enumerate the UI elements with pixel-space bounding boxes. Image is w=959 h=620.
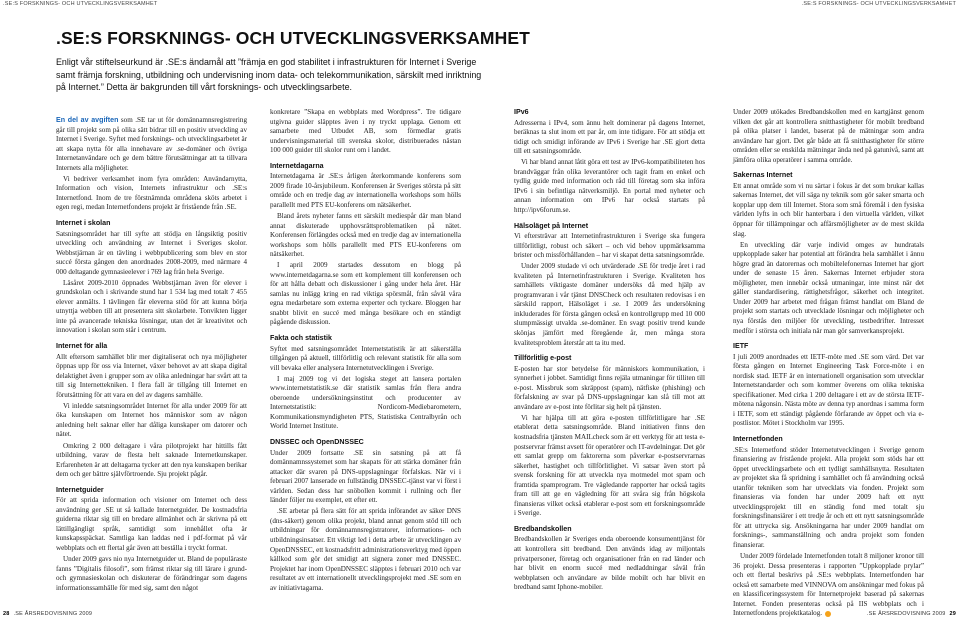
col3-h4: Bredbandskollen — [514, 524, 572, 533]
col2-p6: I maj 2009 tog vi det logiska steget att lansera portalen www.internetstatistik.se där statistik samlas från flera andra oberoende undersökningsinstitut och producenter av Internetstatistik: Nordicom-Mediebarometern, Kommunikationsmyndigheten PTS, Statistiska Centralbyrån och World Internet Institute. — [270, 374, 461, 431]
col1-h4: Internetguider — [56, 485, 104, 494]
col3-h3: Tillförlitlig e-post — [514, 354, 572, 363]
col2-h3: DNSSEC och OpenDNSSEC — [270, 438, 364, 446]
col3-p7: Bredbandskollen är Sveriges enda oberoende konsumenttjänst för att kontrollera sitt bredband. Den används idag av miljontals privatpersoner, företag och organisationer från en rad länder och har blivit en enorm succé med nedladdningar såväl från webbplatsen och användare av bilde mobilt och har blivit en bredband samt Iphone-mobiler. — [514, 535, 705, 592]
col1-h2: Internet i skolan — [56, 218, 111, 227]
col4-h1: Sakernas Internet — [733, 171, 793, 180]
col2-p4: I april 2009 startades dessutom en blogg på www.internetdagarna.se som ett komplement till konferensen och för att hålla debatt och diskussioner i gång under hela året. Här samlas nu inlägg kring en rad viktiga spörsmål, från såväl våra egna medarbetare som externa experter och tyckare. Bloggen har snabbt blivit en succé med många besökare och en ständigt pågående diskussion. — [270, 261, 461, 327]
page-number-left: 28 — [3, 611, 10, 617]
col2-p3: Bland årets nyheter fanns ett särskilt mediespår där man bland annat diskuterade upphovsrättsproblematiken på nätet. Konferensen förlängdes också med en tredje dag av internationella workshops som hölls parallellt med PTS EU-konferens om nätsäkerhet. — [270, 211, 461, 259]
column-1 — [56, 116, 247, 595]
end-mark-icon — [825, 611, 831, 617]
col3-p2: Vi har bland annat låtit göra ett test av IPv6-kompatibiliteten hos brandväggar från olika leverantörer och tagit fram en enkel och tydlig guide med information och råd till företag som ska införa IPv6 i sin befintliga nätverksmiljö. En portal med nyheter och annan information om IPv6 har också startats på http://ipv6forum.se. — [514, 158, 705, 214]
col1-p6: Vi inledde satsningsområdet Internet för alla under 2009 för att öka kunskapen om Internet hos människor som av någon anledning helt saknar eller har dåliga kunskaper om datorer och nätet. — [56, 401, 247, 439]
col3-h1: IPv6 — [514, 108, 529, 116]
col4-p4: I juli 2009 anordnades ett IETF-möte med .SE som värd. Det var första gången en Internet Engineering Task Force-möte i en nordisk stad. IETF är en internationell organisation som utvecklar Internetstandarder och som kommer överens om olika tekniska specifikationer. Med cirka 1 200 deltagare i ett av de största IETF-mötena någonsin. Nästa möte av denna typ anordnas i samma form i IETF, som ett ständigt pågående förfarande av öppet och via e-postlistor. Mötet i Stockholm var 1995. — [733, 352, 924, 428]
col2-p5: Syftet med satsningsområdet Internetstatistik är att säkerställa tillgången på aktuell, tillförlitlig och relevant statistik för alla som vill bevaka eller analysera Internetutvecklingen i Sverige. — [270, 344, 461, 372]
col1-p1: som .SE tar ut för domännamnsregistrering går till projekt som på olika sätt bidrar till en positiv utveckling av Internet i Sverige. Syftet med forsknings- och utvecklingsarbetet är att skapa nytta för alla innehavare av .se-domäner och övriga Internetanvändare och ge dem bättre förutsättningar att ta tillvara Internets alla möjligheter. — [56, 116, 247, 172]
col3-p1: Adresserna i IPv4, som ännu helt dominerar på dagens Internet, beräknas ta slut inom ett par år, om inte tidigare. För att stödja ett tidigt och smidigt införande av IPv6 i Sverige har .SE gjort detta till ett satsningsområde. — [514, 118, 705, 156]
col4-h2: IETF — [733, 342, 749, 351]
page-title: .SE:S FORSKNINGS- OCH UTVECKLINGSVERKSAMHET — [56, 28, 530, 48]
col1-p3: Satsningsområdet har till syfte att stödja en långsiktig positiv utveckling och användning av Internet i Sveriges skolor. Webbstjärnan är en tävling i webbpublicering som blev en stor succé första gången den anordnades 2008-2009, med närmare 4 000 deltagande gymnasieelever i 769 lag från hela Sverige. — [56, 229, 247, 276]
col3-p5: E-posten har stor betydelse för människors kommunikation, i synnerhet i jobbet. Samtidigt finns rejäla utmaningar för tilliten till e-post. Missbruk som skräppost (spam), nätfiske (phishing) och förfalskning av svar på DNS-uppslagningar kan slå till mot att användare av e-post inte förlitar sig helt på tjänsten. — [514, 364, 705, 411]
col4-p2: Ett annat område som vi nu särtar i fokus är det som brukar kallas sakernas Internet, det vill säga ny teknik som gör saker smarta och kopplar upp dem till Internet. Stora som små föremål i den fysiska världen lyfts in och blir hanterbara i den virtuella världen, vilket öppnar för tillämpningar och affärsmöjligheter av de mest skilda slag. — [733, 181, 924, 238]
col1-h3: Internet för alla — [56, 342, 108, 351]
col4-p3: En utveckling där varje individ omges av hundratals uppkopplade saker har potential att förändra hela samhället i ännu högre grad än datorernas och mobiltelefonernas Internet har gjort under de senaste 15 åren. Sakernas Internet erbjuder stora möjligheter, men innebär också utmaningar, inte minst när det gäller standardisering, rättighetsfrågor, säkerhet och integritet. Under 2009 har arbetet med frågan främst handlat om Bland de projekt som startats och utvecklade lösningar och möjligheter och nya förstås den miljöer för utveckling, testbedrifter. Intresset medför i största och initiala när man gör samverkansprojekt. — [733, 240, 924, 335]
col2-h2: Fakta och statistik — [270, 334, 332, 343]
col1-lead — [56, 116, 247, 173]
col1-p4: Läsåret 2009-2010 öppnades Webbstjärnan även för elever i grundskolan och i skrivande stund har 1 534 lag med totalt 7 455 elever anmälts. I tävlingen får eleverna stöd för att kunna börja utnyttja webben till att presentera sitt skolarbete. Tonvikten ligger inte på avancerade tekniska lösningar, utan det är kreativitet och innovation i skolan som står i centrum. — [56, 278, 247, 335]
col4-p1: Under 2009 utökades Bredbandskollen med en kartgjänst genom vilken det går att kontrollera snitthastigheter för mobilt bredband på olika platser i landet, baserat på de mätningar som andra användare har gjort. Det går både att få snitthastigheter för större områden eller se enskilda mätningar ända ned på gatunivå, samt att jämföra olika operatörer i samma område. — [733, 108, 924, 164]
footer-right — [867, 611, 956, 617]
intro-paragraph: Enligt vår stiftelseurkund är .SE:s ändamål att ”främja en god stabilitet i infrastrukturen för Internet i Sverige samt främja forskning, utbildning och undervisning inom data- och telekommunikation, särskilt med inriktning på Internet.” Detta är bakgrunden till vårt forsknings- och utvecklingsarbete. — [56, 57, 482, 93]
col2-p1: konkretare ”Skapa en webbplats med Wordpress”. Tre tidigare utgivna guider släpptes även i ny tryckt upplaga. Genom ett samarbete med Utbudet AB, som förmedlar gratis undervisningsmaterial till svenska skolor, distribuerades nästan 100 000 guider till skolor runt om i landet. — [270, 108, 461, 155]
col2-p8: .SE arbetar på flera sätt för att sprida införandet av säker DNS (dns-säkert) genom olika projekt, bland annat genom stöd till och utbildningar för domännamnsregistratorer, informations- och utbildningsinsatser. Ett viktigt led i detta arbete är utvecklingen av OpenDNSSEC, ett kostnadsfritt administrationsverktyg med öppen källkod som gör det smidigt att signera zoner med DNSSEC. Projektet har inom OpenDNSSEC släpptes i februari 2010 och var resultatet av ett internationellt utvecklingsprojekt med .SE som en av initiativtagarna. — [270, 507, 461, 592]
footer-left-text: .SE ÅRSREDOVISNING 2009 — [13, 611, 93, 617]
col3-p3: Vi eftersträvar att Internetinfrastrukturen i Sverige ska fungera tillförlitligt, robust och säkert – och vid behov uppmärksamma brister och missförhållanden – har vi skapat detta satsningsområde. — [514, 232, 705, 260]
col3-p4: Under 2009 studade vi och utvärderade .SE för tredje året i rad kvaliteten på Internetinfrastrukturen i Sverige. Kvaliteten hos samhällets viktigaste domäner undersöks då med hjälp av programvaran i vår tjänst DNSCheck och resultaten redovisas i en särskild rapport, Hälsoläget i .se. I 2009 års undersökning inkluderades för första gången också en kontrollgrupp med 10 000 slumpmässigt utvalda .se-domäner. En svagt positiv trend kunde skönjas jämfört med föregående år, men många stora kvalitetsproblem återstår att ta itu med. — [514, 262, 705, 347]
col1-p7: Omkring 2 000 deltagare i våra pilotprojekt har hittills fått utbildning, varav de flesta helt saknade Internetkunskaper. Erfarenheten är att deltagarna tycker att den nya kunskapen berikar dem och ger bättre självförtroende. Sju projekt pågår. — [56, 441, 247, 479]
col3-p6: Vi har hjälpa till att göra e-posten tillförlitligare har .SE etablerat detta satsningsområde. Bland initiativen finns den kostnadsfria tjänsten MAILcheck som är ett verktyg för att testa e-postservrar främst avsett för operatörer och IT-avdelningar. Det gör ett samlat grepp om faktorerna som påverkar e-postservrarnas säkerhet, hastighet och tillförlitlighet. Vi satsar även stort på svensk forskning för att utveckla nya motmedel mot spam och framtida spamprogram. Tre vägledande rapporter har också tagits fram till att ge en vägledning för att svåra sig från högskola finansieras vilket också etablerar e-post som ett forskningsområde i Sverige. — [514, 413, 706, 518]
col1-p8: För att sprida information och visioner om Internet och dess användning ger .SE ut så kallade Internetguider. De kostnadsfria guiderna riktar sig till en bredare allmänhet och är skrivna på ett lättillgängligt språk, samtidigt som innehållet ofta är kunskapsspäckat. Samtliga kan laddas ned i pdf-format på vår webbplats och ett flertal går även att beställa i tryckt format. — [56, 496, 247, 552]
col4-h3: Internetfonden — [733, 435, 783, 443]
col1-lead-heading: En del av avgiften — [56, 116, 119, 124]
col1-p9: Under 2009 gavs nio nya Internetguider ut. Bland de populäraste fanns ”Digitalis filosofi”, som främst riktar sig till lärare i grund- och gymnasieskolan och diskuterar de förändringar som dagens informationssamhälle för med sig, samt den något — [56, 555, 247, 592]
col1-p5: Allt eftersom samhället blir mer digitaliserat och nya möjligheter öppnas upp för oss via Internet, växer behovet av att skapa digital delaktighet även i grupper som av olika anledningar har svårt att ta till sig Internettekniken. I flera fall är tillgång till Internet en förutsättning för att vara en del av dagens samhälle. — [56, 352, 247, 399]
col2-p2: Internetdagarna är .SE:s årligen återkommande konferens som 2009 firade 10-årsjubileum. Konferensen är Sveriges största på sitt område och en tredje dag av internationella workshops som hölls parallellt med PTS EU-konferens om nätsäkerhet. — [270, 172, 461, 209]
running-header-right: .SE:S FORSKNINGS- OCH UTVECKLINGSVERKSAMHET — [801, 1, 956, 7]
col4-p6-text: Under 2009 fördelade Internetfonden totalt 8 miljoner kronor till 36 projekt. Dessa presenteras i rapporten ”Uppkopplade prylar” och ett flertal beskrivs på .SE:s webbplats. Internetfonden har också ett samarbete med VINNOVA om ansökningar med fokus på en klassificeringssystem för Internetprojekt baserad på sakernas Internet. Fonden presenteras också på IIS webbplats och i Internetfondens projektkatalog. — [733, 552, 924, 618]
col2-h1: Internetdagarna — [270, 161, 324, 170]
column-3 — [514, 108, 705, 594]
col1-p2: Vi bedriver verksamhet inom fyra områden: Användarnytta, Information och vision, Internets infrastruktur och .SE:s Internetfond. Inom de tre förstnämnda områdena sköts arbetet i egen regi, medan Internetfondens projekt är fristående från .SE. — [56, 174, 247, 212]
col2-p7: Under 2009 fortsatte .SE sin satsning på att få domännamnssystemet som har skapats för att stärka domäner från attacker där svaren på DNS-uppslagningar förfalskas. När vi i februari 2007 lanserade en fullständig DNSSEC-tjänst var vi först i världen. Sedan dess har snöbollen kommit i rullning och fler länder följer nu exemplet, ett efter ett. — [270, 448, 461, 505]
column-2 — [270, 108, 461, 595]
column-4 — [733, 108, 924, 620]
footer-left — [3, 611, 92, 617]
col4-p6 — [733, 552, 924, 619]
col4-p5: .SE:s Internetfond stöder Internetutvecklingen i Sverige genom finansiering av fristående projekt. Alla projekt som stöds har ett öppet utvecklingsarbete och ett tydligt samhällsnytta. Resultaten av projektet ska få spridning i samhället och få användning också utanför tekniken som har utvecklats via fonden. Projekt som finansieras via fonden har under 2009 haft ett nytt utvecklingsprojekt till en ständig fond med totalt sju forskningsfinansiärer i ett tredje år och ett ett nytt satsningsområde för att uttrycka sig. Ansökningarna har under 2009 handlat om forsknings-, sammanställning och andra projekt som fonden finansierar. — [733, 445, 924, 550]
page-number-right: 29 — [949, 611, 956, 617]
running-header-left: .SE:S FORSKNINGS- OCH UTVECKLINGSVERKSAMHET — [3, 1, 158, 7]
footer-right-text: .SE ÅRSREDOVISNING 2009 — [866, 611, 946, 617]
col3-h2: Hälsoläget på Internet — [514, 221, 589, 230]
